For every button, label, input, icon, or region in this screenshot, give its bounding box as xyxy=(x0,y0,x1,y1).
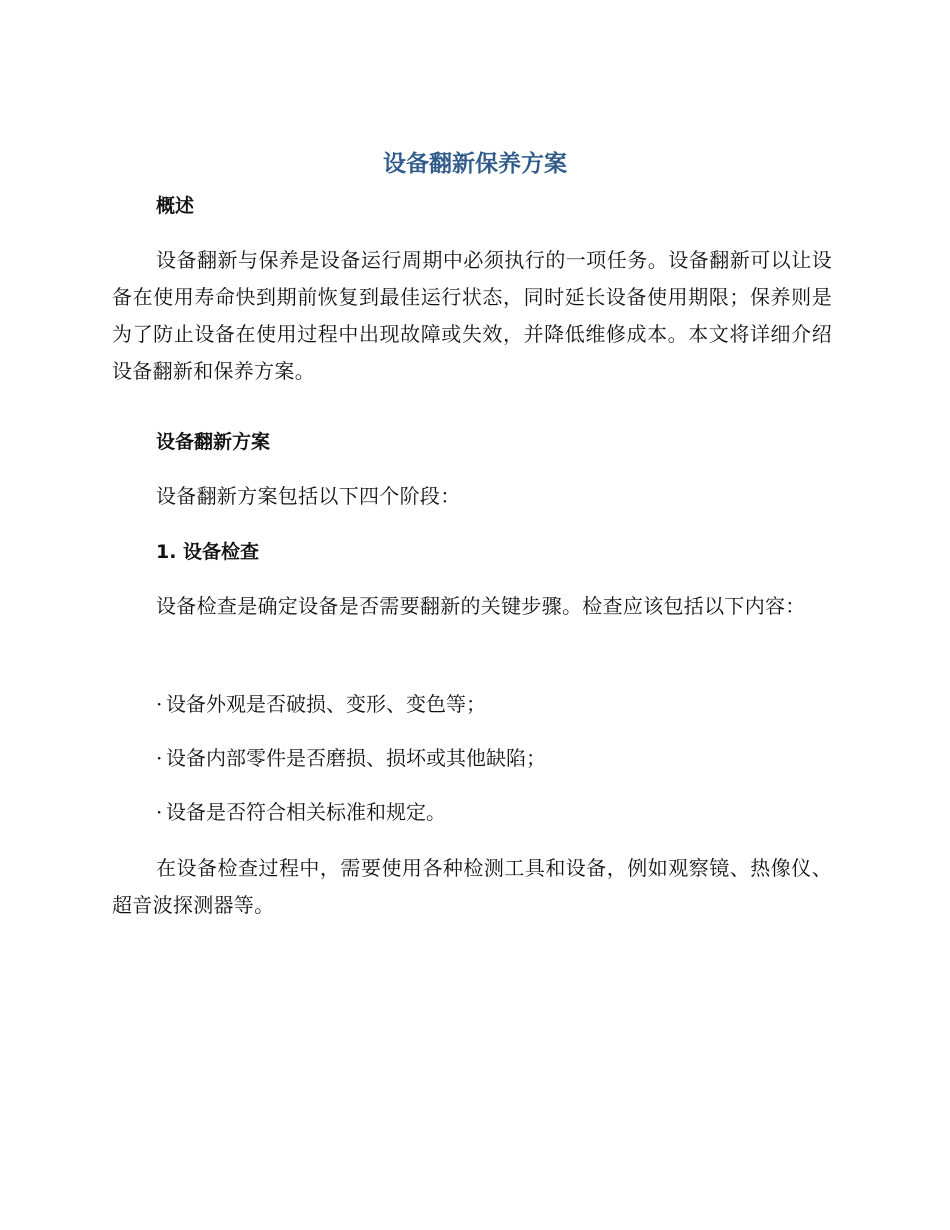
list-item xyxy=(156,743,546,773)
list-item xyxy=(156,689,486,719)
bullet-dot: · xyxy=(156,692,163,716)
list-item xyxy=(156,797,446,827)
list-item-text: 设备外观是否破损、变形、变色等； xyxy=(166,692,486,716)
section-heading-overview: 概述 xyxy=(156,195,195,217)
page-title: 设备翻新保养方案 xyxy=(383,151,567,177)
step-heading-inspection: 1. 设备检查 xyxy=(156,541,260,563)
overview-paragraph: 设备翻新与保养是设备运行周期中必须执行的一项任务。设备翻新可以让设备在使用寿命快到期前恢复到最佳运行状态，同时延长设备使用期限；保养则是为了防止设备在使用过程中出现故障或失效，并降低维修成本。本文将详细介绍设备翻新和保养方案。 xyxy=(112,248,832,383)
inspection-closing-paragraph: 在设备检查过程中，需要使用各种检测工具和设备，例如观察镜、热像仪、超音波探测器等。 xyxy=(112,856,832,917)
bullet-dot: · xyxy=(156,746,163,770)
bullet-dot: · xyxy=(156,800,163,824)
list-item-text: 设备是否符合相关标准和规定。 xyxy=(166,800,446,824)
inspection-paragraph: 设备检查是确定设备是否需要翻新的关键步骤。检查应该包括以下内容： xyxy=(156,594,806,618)
renovation-intro-paragraph: 设备翻新方案包括以下四个阶段： xyxy=(156,484,461,508)
section-heading-renovation: 设备翻新方案 xyxy=(156,431,271,453)
list-item-text: 设备内部零件是否磨损、损坏或其他缺陷； xyxy=(166,746,546,770)
